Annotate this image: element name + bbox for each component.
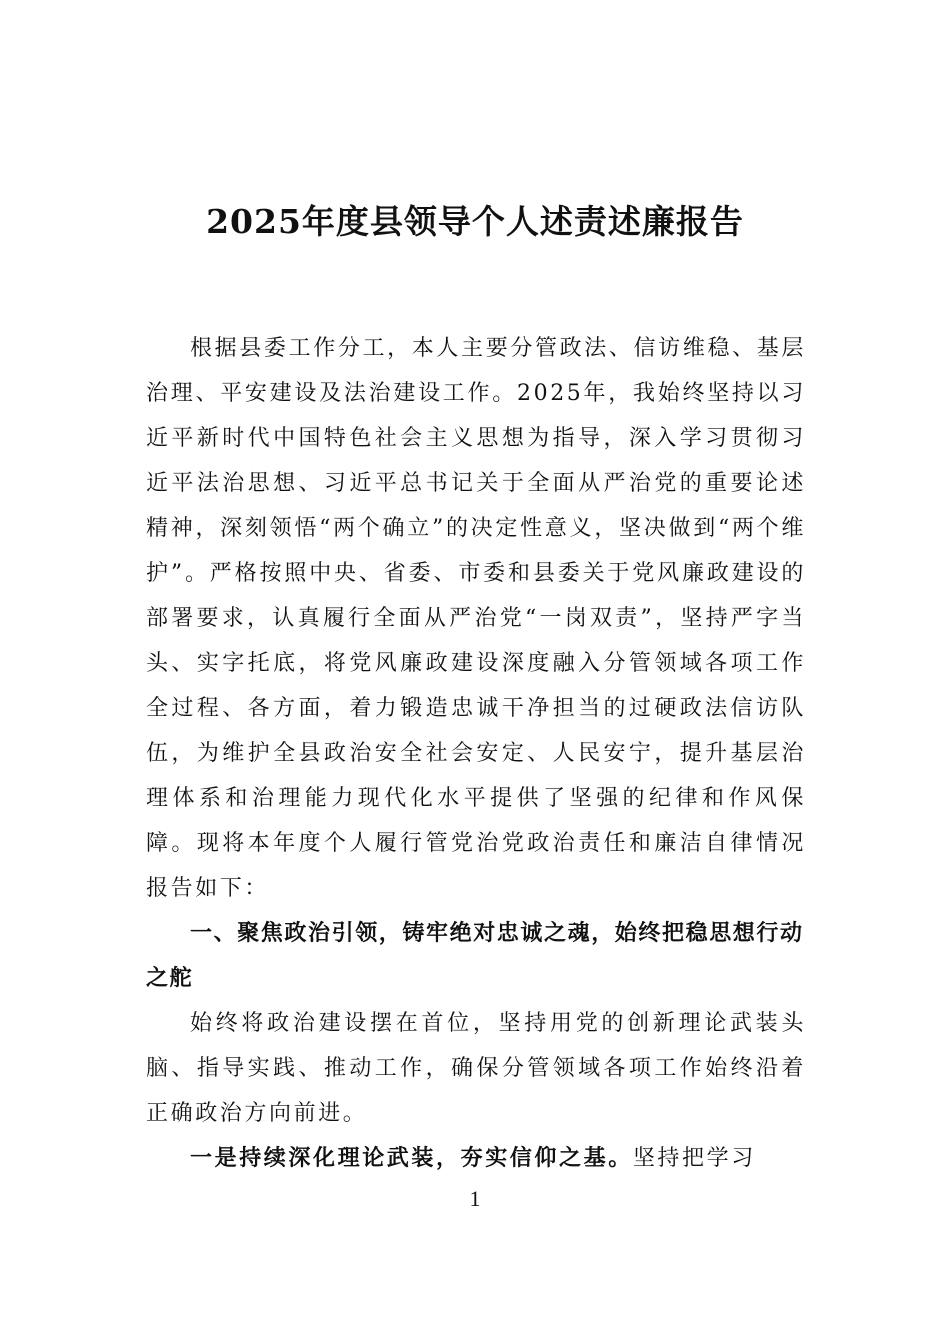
- section-heading-1: 一、聚焦政治引领，铸牢绝对忠诚之魂，始终把稳思想行动之舵: [146, 921, 804, 991]
- section-1-paragraph: 始终将政治建设摆在首位，坚持用党的创新理论武装头脑、指导实践、推动工作，确保分管领域各项工作始终沿着正确政治方向前进。: [146, 1011, 806, 1126]
- point-1-paragraph: [146, 1136, 806, 1181]
- document-title: 2025年度县领导个人述责述廉报告: [206, 202, 744, 241]
- intro-paragraph: 根据县委工作分工，本人主要分管政法、信访维稳、基层治理、平安建设及法治建设工作。2025年，我始终坚持以习近平新时代中国特色社会主义思想为指导，深入学习贯彻习近平法治思想、习近平总书记关于全面从严治党的重要论述精神，深刻领悟“两个确立”的决定性意义，坚决做到“两个维护”。严格按照中央、省委、市委和县委关于党风廉政建设的部署要求，认真履行全面从严治党“一岗双责”，坚持严字当头、实字托底，将党风廉政建设深度融入分管领域各项工作全过程、各方面，着力锻造忠诚干净担当的过硬政法信访队伍，为维护全县政治安全社会安定、人民安宁，提升基层治理体系和治理能力现代化水平提供了坚强的纪律和作风保障。现将本年度个人履行管党治党政治责任和廉洁自律情况报告如下：: [146, 336, 806, 901]
- point-1-text: 坚持把学习: [632, 1146, 756, 1171]
- point-1-lead: 一是持续深化理论武装，夯实信仰之基。: [190, 1145, 633, 1171]
- document-body: [146, 326, 806, 1181]
- page-number: 1: [469, 1186, 481, 1211]
